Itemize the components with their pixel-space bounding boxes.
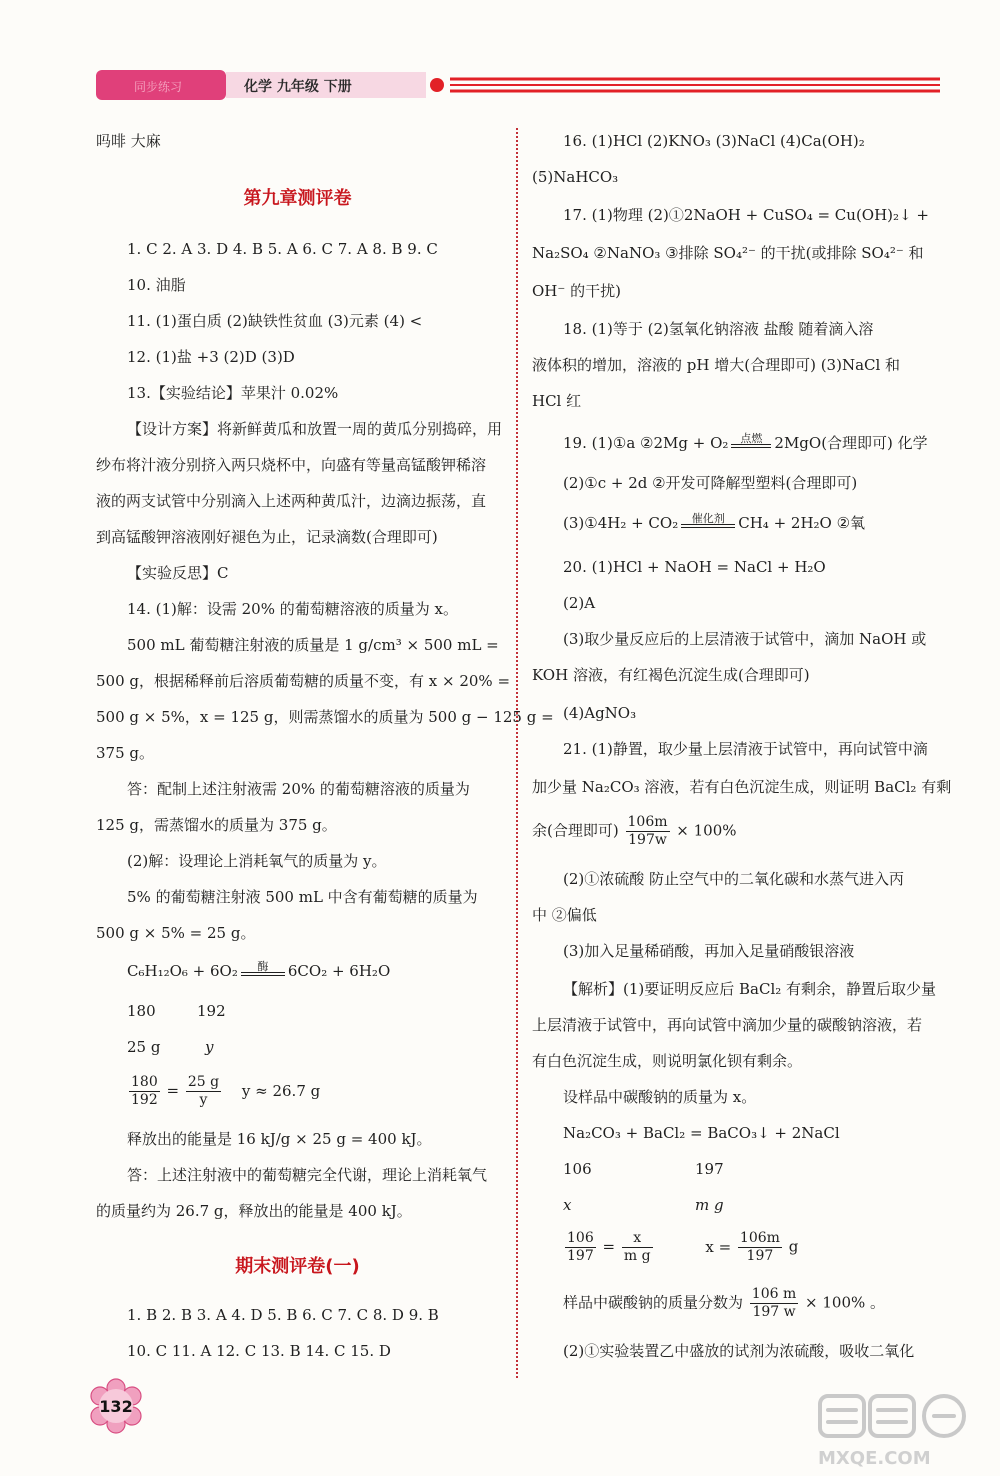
answer-line: 11. (1)蛋白质 (2)缺铁性贫血 (3)元素 (4) < [127, 312, 423, 330]
chemical-equation: Na₂CO₃ + BaCl₂ = BaCO₃↓ + 2NaCl [563, 1124, 840, 1142]
equation-products: CH₄ + 2H₂O ②氧 [738, 514, 866, 532]
answer-line: 12. (1)盐 +3 (2)D (3)D [127, 348, 295, 366]
equation-condition-arrow [241, 961, 285, 984]
fraction-numerator: 106 [567, 1230, 594, 1246]
answer-line: 21. (1)静置，取少量上层清液于试管中，再向试管中滴 [563, 740, 928, 758]
answer-line: 液的两支试管中分别滴入上述两种黄瓜汁，边滴边振荡，直 [96, 492, 487, 510]
header-series-label: 同步练习 [134, 80, 183, 94]
equation-products: 2MgO(合理即可) 化学 [774, 434, 928, 452]
equation-reactants: (3)①4H₂ + CO₂ [563, 514, 679, 532]
fraction-denominator: 192 [131, 1092, 158, 1108]
answer-line: 液体积的增加，溶液的 pH 增大(合理即可) (3)NaCl 和 [532, 356, 901, 374]
answer-line: 17. (1)物理 (2)①2NaOH + CuSO₄ = Cu(OH)₂↓ + [563, 206, 929, 224]
answer-line: (2)①实验装置乙中盛放的试剂为浓硫酸，吸收二氧化 [563, 1342, 915, 1360]
equals-sign: = [602, 1237, 616, 1256]
proportion-equation [563, 1230, 798, 1265]
answer-line: 18. (1)等于 (2)氢氧化钠溶液 盐酸 随着滴入溶 [563, 320, 874, 338]
column-divider [516, 128, 518, 1378]
answer-line: 答：上述注射液中的葡萄糖完全代谢，理论上消耗氧气 [127, 1166, 488, 1184]
intro-line: 吗啡 大麻 [96, 132, 161, 150]
answer-line: 加少量 Na₂CO₃ 溶液，若有白色沉淀生成，则证明 BaCl₂ 有剩 [532, 778, 952, 796]
chemical-equation [563, 512, 865, 536]
answer-line: 的质量约为 26.7 g，释放出的能量是 400 kJ。 [96, 1202, 412, 1220]
mass-row: x [563, 1196, 572, 1214]
page-number-badge [88, 1378, 144, 1434]
answer-text: 样品中碳酸钠的质量分数为 [563, 1293, 744, 1312]
equation-reactants: 19. (1)①a ②2Mg + O₂ [563, 434, 729, 452]
page-header [0, 0, 1000, 130]
fraction-denominator: 197w [628, 832, 667, 848]
answer-line: 释放出的能量是 16 kJ/g × 25 g = 400 kJ。 [127, 1130, 432, 1148]
answer-line: 500 g × 5%，x = 125 g，则需蒸馏水的质量为 500 g − 125 g = [96, 708, 554, 726]
fraction-numerator: 106m [739, 1230, 780, 1246]
answer-line: (3)加入足量稀硝酸，再加入足量硝酸银溶液 [563, 942, 855, 960]
equation-condition: 酶 [257, 959, 269, 973]
header-subject-line: 化学 九年级 下册 [244, 79, 352, 95]
svg-text:MXQE.COM: MXQE.COM [818, 1448, 931, 1469]
answer-line: 5% 的葡萄糖注射液 500 mL 中含有葡萄糖的质量为 [127, 888, 478, 906]
answer-line: (3)取少量反应后的上层清液于试管中，滴加 NaOH 或 [563, 630, 927, 648]
answer-line: 【实验反思】C [127, 564, 229, 582]
fraction-denominator: m g [623, 1248, 651, 1264]
answer-line: HCl 红 [532, 392, 582, 410]
answer-line: 125 g，需蒸馏水的质量为 375 g。 [96, 816, 337, 834]
answer-line: (4)AgNO₃ [563, 704, 637, 722]
chemical-equation [127, 960, 390, 984]
answer-line: 16. (1)HCl (2)KNO₃ (3)NaCl (4)Ca(OH)₂ [563, 132, 865, 150]
answer-line: 答：配制上述注射液需 20% 的葡萄糖溶液的质量为 [127, 780, 470, 798]
mass-row: 192 [197, 1002, 226, 1020]
answer-line: 上层清液于试管中，再向试管中滴加少量的碳酸钠溶液，若 [532, 1016, 923, 1034]
answer-line: (2)①浓硫酸 防止空气中的二氧化碳和水蒸气进入丙 [563, 870, 905, 888]
fraction-numerator: 106 m [751, 1286, 797, 1302]
proportion-result: y ≈ 26.7 g [241, 1081, 321, 1100]
answer-line: (2)解：设理论上消耗氧气的质量为 y。 [127, 852, 387, 870]
mass-row: 197 [695, 1160, 724, 1178]
answer-line: 中 ②偏低 [532, 906, 597, 924]
proportion-equation: $\frac{180}{192}$ = $\frac{25 g}{y}$ y ≈ 26.7 g [131, 1074, 321, 1108]
answer-text: × 100% 。 [805, 1293, 886, 1312]
mass-row: 180 [127, 1002, 156, 1020]
answer-line: 纱布将汁液分别挤入两只烧杯中，向盛有等量高锰酸钾稀溶 [96, 456, 487, 474]
fraction-numerator: 106m [627, 814, 668, 830]
answer-line: (2)A [563, 594, 596, 612]
watermark-logo [804, 1390, 980, 1470]
answer-line: 500 g × 5% = 25 g。 [96, 924, 256, 942]
fraction-denominator: y [199, 1092, 208, 1108]
answer-line: (5)NaHCO₃ [532, 168, 619, 186]
answer-line: 20. (1)HCl + NaOH = NaCl + H₂O [563, 558, 826, 576]
answer-line: 【解析】(1)要证明反应后 BaCl₂ 有剩余，静置后取少量 [563, 980, 937, 998]
answer-line: KOH 溶液，有红褐色沉淀生成(合理即可) [532, 666, 810, 684]
answer-line: 1. B 2. B 3. A 4. D 5. B 6. C 7. C 8. D 9. B [127, 1306, 439, 1324]
solution-unit: g [788, 1237, 799, 1256]
answer-line: 1. C 2. A 3. D 4. B 5. A 6. C 7. A 8. B 9. C [127, 240, 438, 258]
fraction-numerator: 25 g [187, 1074, 220, 1090]
answer-text: 余(合理即可) [532, 821, 619, 840]
answer-line: (2)①c + 2d ②开发可降解型塑料(合理即可) [563, 474, 858, 492]
equation-condition-arrow [681, 513, 735, 536]
fraction-denominator: 197 w [752, 1304, 796, 1320]
answer-line [532, 814, 737, 849]
mass-row: 25 g [127, 1038, 161, 1056]
fraction-numerator: x [622, 1230, 653, 1248]
answer-line: 10. C 11. A 12. C 13. B 14. C 15. D [127, 1342, 391, 1360]
answer-line: 500 mL 葡萄糖注射液的质量是 1 g/cm³ × 500 mL = [127, 636, 499, 654]
solution-lhs: x = [705, 1237, 732, 1256]
page-number: 132 [99, 1397, 133, 1416]
fraction-denominator: 197 [567, 1248, 594, 1264]
mass-row: y [205, 1038, 214, 1056]
answer-text: × 100% [676, 821, 737, 840]
answer-line: 14. (1)解：设需 20% 的葡萄糖溶液的质量为 x。 [127, 600, 458, 618]
section-title-chapter9: 第九章测评卷 [243, 188, 352, 209]
answer-line [563, 1286, 885, 1321]
mass-row: m g [695, 1196, 724, 1214]
answer-line: 有白色沉淀生成，则说明氯化钡有剩余。 [532, 1052, 803, 1070]
fraction-numerator: 180 [131, 1074, 158, 1090]
equation-condition: 催化剂 [691, 511, 725, 525]
equation-reactants: C₆H₁₂O₆ + 6O₂ [127, 962, 238, 980]
answer-line: 10. 油脂 [127, 276, 186, 294]
equation-condition: 点燃 [740, 431, 763, 445]
answer-line: OH⁻ 的干扰) [532, 282, 621, 300]
answer-line: 375 g。 [96, 744, 155, 762]
fraction-denominator: 197 [746, 1248, 774, 1264]
equation-products: 6CO₂ + 6H₂O [287, 962, 391, 980]
answer-line: 设样品中碳酸钠的质量为 x。 [563, 1088, 757, 1106]
answer-line: Na₂SO₄ ②NaNO₃ ③排除 SO₄²⁻ 的干扰(或排除 SO₄²⁻ 和 [532, 244, 924, 262]
equation-condition-arrow [731, 433, 771, 456]
answer-line: 到高锰酸钾溶液刚好褪色为止，记录滴数(合理即可) [96, 528, 438, 546]
answer-line: 13.【实验结论】苹果汁 0.02% [127, 384, 339, 402]
answer-line: 【设计方案】将新鲜黄瓜和放置一周的黄瓜分别捣碎，用 [127, 420, 503, 438]
section-title-final-exam: 期末测评卷(一) [235, 1256, 360, 1277]
chemical-equation [563, 432, 928, 456]
mass-row: 106 [563, 1160, 592, 1178]
answer-line: 500 g，根据稀释前后溶质葡萄糖的质量不变，有 x × 20% = [96, 672, 511, 690]
header-dot-icon [430, 78, 444, 92]
